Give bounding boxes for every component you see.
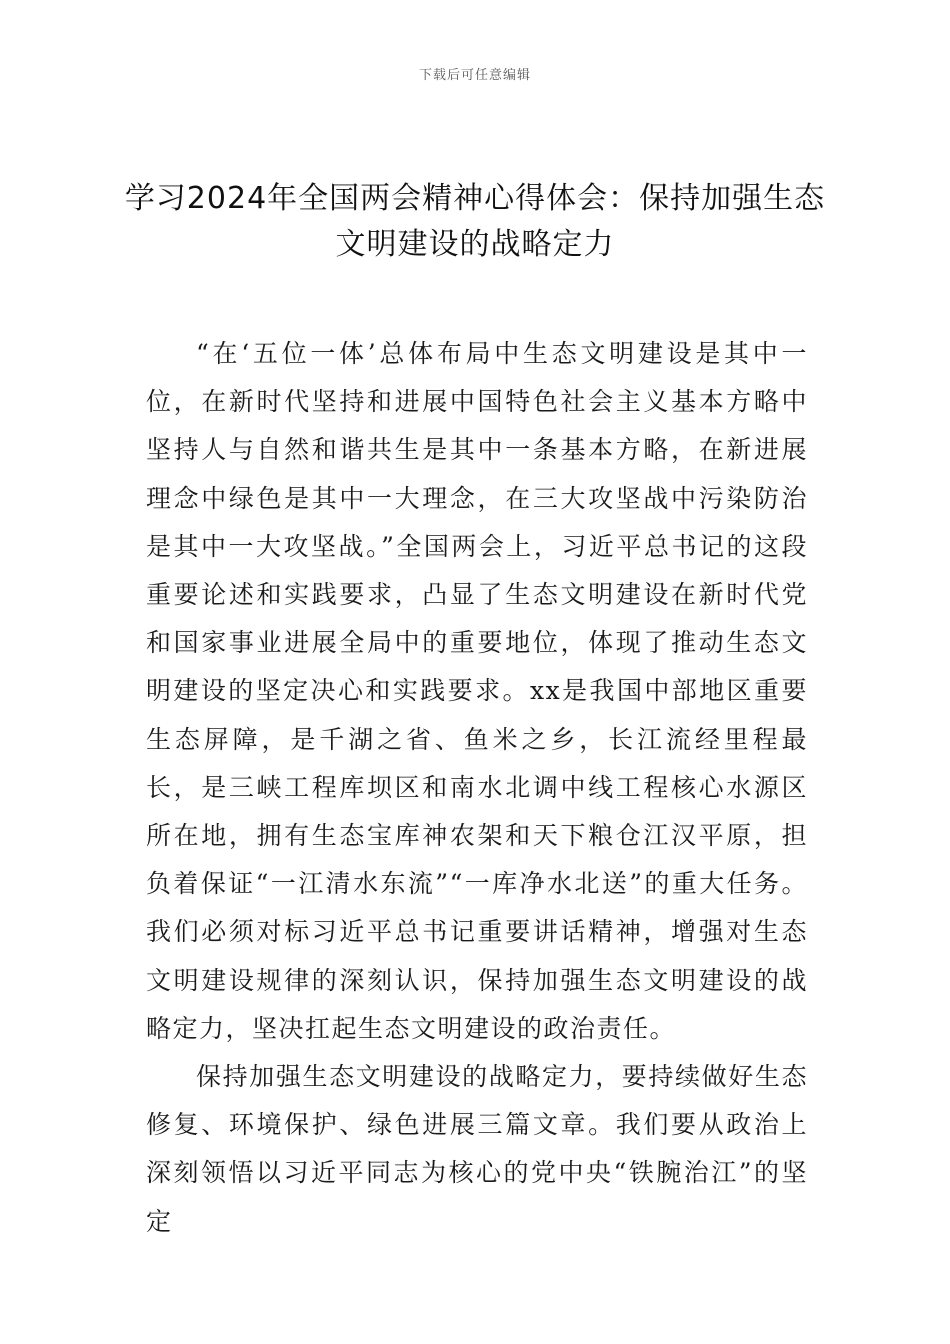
body-paragraph-1: “在‘五位一体’总体布局中生态文明建设是其中一位，在新时代坚持和进展中国特色社会主义基本方略中坚持人与自然和谐共生是其中一条基本方略，在新进展理念中绿色是其中一大理念，在三大攻坚战中污染防治是其中一大攻坚战。”全国两会上，习近平总书记的这段重要论述和实践要求，凸显了生态文明建设在新时代党和国家事业进展全局中的重要地位，体现了推动生态文明建设的坚定决心和实践要求。xx是我国中部地区重要生态屏障，是千湖之省、鱼米之乡，长江流经里程最长，是三峡工程库坝区和南水北调中线工程核心水源区所在地，拥有生态宝库神农架和天下粮仓江汉平原，担负着保证“一江清水东流”“一库净水北送”的重大任务。我们必须对标习近平总书记重要讲话精神，增强对生态文明建设规律的深刻认识，保持加强生态文明建设的战略定力，坚决扛起生态文明建设的政治责任。 (146, 339, 808, 1043)
document-title: 学习2024年全国两会精神心得体会：保持加强生态文明建设的战略定力 (124, 181, 826, 262)
document-body (146, 330, 808, 1246)
body-paragraph-2: 保持加强生态文明建设的战略定力，要持续做好生态修复、环境保护、绿色进展三篇文章。我们要从政治上深刻领悟以习近平同志为核心的党中央“铁腕治江”的坚定 (146, 1062, 808, 1236)
header-note: 下载后可任意编辑 (418, 68, 531, 83)
